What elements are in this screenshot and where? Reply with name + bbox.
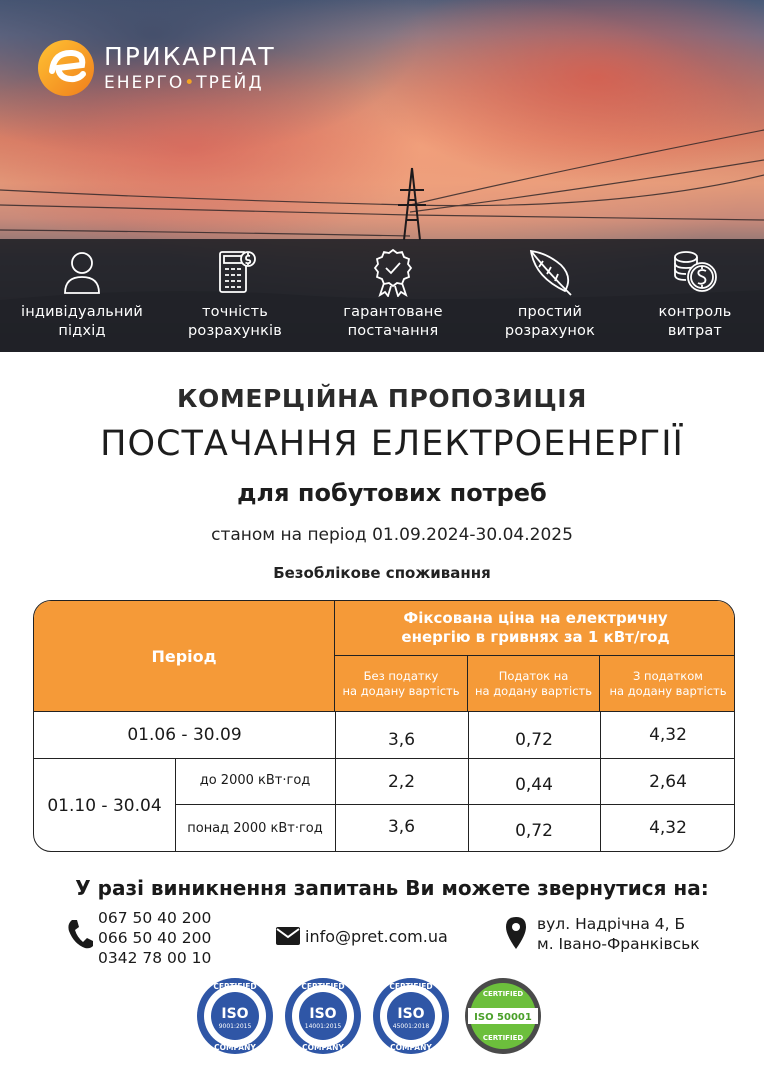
feature-accuracy: точність розрахунків	[160, 239, 310, 352]
header-period: Період	[34, 601, 335, 711]
row2-tier: до 2000 кВт·год	[199, 772, 311, 788]
brand-name: ПРИКАРПАТ	[104, 42, 276, 71]
svg-text:9001:2015: 9001:2015	[218, 1023, 252, 1030]
feature-simple-calc: простий розрахунок	[475, 239, 625, 352]
mail-icon	[275, 926, 301, 946]
iso-9001-badge	[195, 976, 275, 1056]
coins-icon	[670, 247, 720, 297]
row2-period: 01.10 - 30.04	[47, 795, 162, 816]
features-bar	[0, 239, 764, 352]
row1-vat: 0,72	[515, 729, 553, 750]
company-logo	[36, 38, 276, 98]
iso-50001-badge	[463, 976, 543, 1056]
phone-number[interactable]: 0342 78 00 10	[98, 949, 212, 967]
address-city: м. Івано-Франківськ	[537, 935, 700, 953]
feather-icon	[525, 247, 575, 297]
price-table	[33, 600, 735, 852]
svg-text:CERTIFIED: CERTIFIED	[482, 1034, 524, 1042]
svg-text:CERTIFIED: CERTIFIED	[213, 982, 257, 991]
row3-vat: 0,72	[515, 820, 553, 841]
row2-price-without-vat: 2,2	[387, 771, 416, 792]
svg-text:ISO: ISO	[397, 1006, 425, 1022]
iso-14001-badge	[283, 976, 363, 1056]
offer-subtitle: для побутових потреб	[237, 479, 547, 507]
header-vat: Податок на на додану вартість	[468, 656, 600, 711]
svg-text:CERTIFIED: CERTIFIED	[301, 982, 345, 991]
email-link[interactable]: info@pret.com.ua	[305, 926, 448, 946]
row2-vat: 0,44	[515, 774, 553, 795]
email-block	[275, 926, 448, 946]
phone-icon	[66, 918, 94, 950]
svg-text:CERTIFIED: CERTIFIED	[389, 982, 433, 991]
svg-text:ISO: ISO	[309, 1006, 337, 1022]
svg-text:COMPANY: COMPANY	[214, 1043, 256, 1052]
row3-price-with-vat: 4,32	[649, 817, 687, 838]
header-without-vat: Без податку на додану вартість	[335, 656, 468, 711]
svg-text:CERTIFIED: CERTIFIED	[482, 990, 524, 998]
location-pin-icon	[505, 916, 527, 950]
phone-number[interactable]: 067 50 40 200	[98, 909, 212, 927]
row1-price-with-vat: 4,32	[649, 724, 687, 745]
feature-individual: індивідуальний підхід	[7, 239, 157, 352]
header-with-vat: З податком на додану вартість	[600, 656, 735, 711]
row3-price-without-vat: 3,6	[387, 816, 416, 837]
feature-cost-control: контроль витрат	[620, 239, 764, 352]
offer-title: ПОСТАЧАННЯ ЕЛЕКТРОЕНЕРГІЇ	[100, 424, 684, 464]
offer-period: станом на період 01.09.2024-30.04.2025	[211, 525, 573, 545]
certification-badges	[195, 976, 555, 1058]
svg-text:COMPANY: COMPANY	[302, 1043, 344, 1052]
contact-heading: У разі виникнення запитань Ви можете звернутися на:	[75, 876, 709, 900]
certificate-check-icon	[368, 247, 418, 297]
svg-text:14001:2015: 14001:2015	[304, 1023, 342, 1030]
row1-period: 01.06 - 30.09	[127, 724, 242, 745]
calculator-icon	[210, 247, 260, 297]
row2-price-with-vat: 2,64	[649, 771, 687, 792]
header-fixed-price: Фіксована ціна на електричну енергію в гривнях за 1 кВт/год	[335, 601, 735, 656]
svg-text:ISO 50001: ISO 50001	[474, 1012, 532, 1023]
offer-heading: КОМЕРЦІЙНА ПРОПОЗИЦІЯ	[176, 384, 588, 413]
hero-banner	[0, 0, 764, 352]
svg-text:COMPANY: COMPANY	[390, 1043, 432, 1052]
svg-text:45001:2018: 45001:2018	[392, 1023, 430, 1030]
address-street: вул. Надрічна 4, Б	[537, 915, 686, 933]
phone-number[interactable]: 066 50 40 200	[98, 929, 212, 947]
e-logo-icon	[36, 38, 96, 98]
person-icon	[57, 247, 107, 297]
row1-price-without-vat: 3,6	[387, 729, 416, 750]
consumption-type: Безоблікове споживання	[273, 564, 491, 582]
feature-guaranteed: гарантоване постачання	[318, 239, 468, 352]
svg-text:ISO: ISO	[221, 1006, 249, 1022]
brand-subname: ЕНЕРГО•ТРЕЙД	[104, 73, 264, 93]
iso-45001-badge	[371, 976, 451, 1056]
row3-tier: понад 2000 кВт·год	[187, 821, 323, 836]
